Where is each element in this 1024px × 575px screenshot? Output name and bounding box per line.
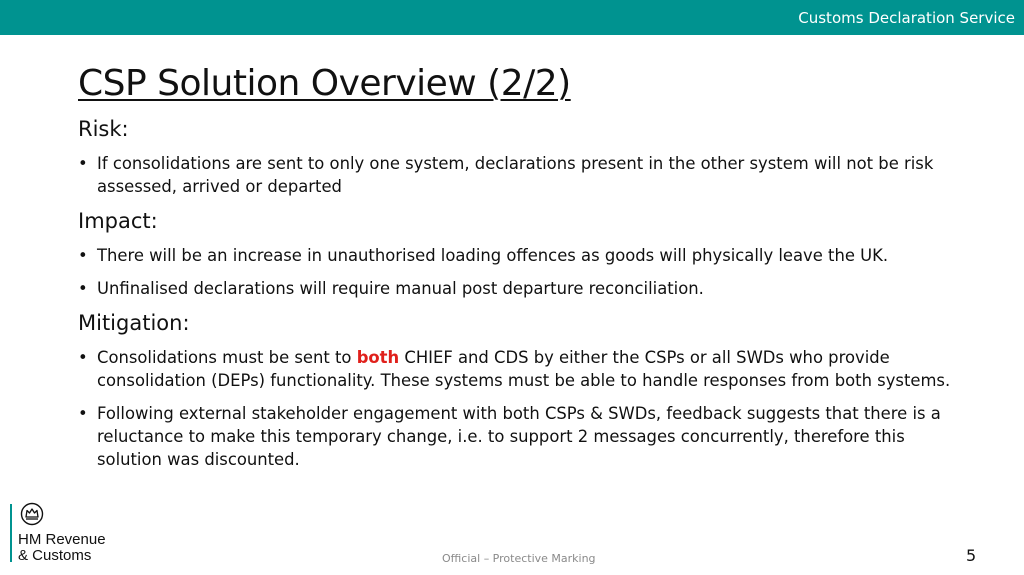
logo-divider <box>10 504 12 562</box>
list-item <box>78 402 958 471</box>
slide-title: CSP Solution Overview (2/2) <box>78 63 571 104</box>
slide-content <box>78 116 958 481</box>
bullet-icon: • <box>78 246 88 265</box>
bullet-icon: • <box>78 279 88 298</box>
bullet-icon: • <box>78 154 88 173</box>
page-number: 5 <box>966 546 977 565</box>
service-name: Customs Declaration Service <box>798 9 1015 27</box>
bullet-icon: • <box>78 348 88 367</box>
list-item <box>78 346 958 392</box>
bullet-text <box>97 348 950 390</box>
logo-text-line1: HM Revenue <box>18 531 106 548</box>
logo-text-line2: & Customs <box>18 547 92 564</box>
bullet-text-suffix: CHIEF and CDS by either the CSPs or all SWDs who provide consolidation (DEPs) functionality. These systems must be able to handle responses from both systems. <box>97 348 951 390</box>
impact-bullet-list <box>78 244 958 300</box>
list-item <box>78 244 958 267</box>
bullet-text: If consolidations are sent to only one system, declarations present in the other system will not be risk assessed, arrived or departed <box>97 154 934 196</box>
emphasis-both: both <box>356 348 400 367</box>
header-bar <box>0 0 1024 35</box>
mitigation-bullet-list <box>78 346 958 471</box>
bullet-text: Unfinalised declarations will require manual post departure reconciliation. <box>97 279 704 298</box>
list-item <box>78 277 958 300</box>
section-heading-impact: Impact: <box>78 209 158 233</box>
crown-crest-icon <box>20 502 44 526</box>
section-heading-mitigation: Mitigation: <box>78 311 190 335</box>
section-heading-risk: Risk: <box>78 117 129 141</box>
bullet-text: Following external stakeholder engagement with both CSPs & SWDs, feedback suggests that there is a reluctance to make this temporary change, i.e. to support 2 messages concurrently, therefore this solution was discounted. <box>97 404 941 469</box>
bullet-text-prefix: Consolidations must be sent to <box>97 348 357 367</box>
bullet-icon: • <box>78 404 88 423</box>
risk-bullet-list <box>78 152 958 198</box>
protective-marking: Official – Protective Marking <box>442 552 596 565</box>
hmrc-logo <box>10 502 130 564</box>
bullet-text: There will be an increase in unauthorised loading offences as goods will physically leave the UK. <box>97 246 889 265</box>
list-item <box>78 152 958 198</box>
